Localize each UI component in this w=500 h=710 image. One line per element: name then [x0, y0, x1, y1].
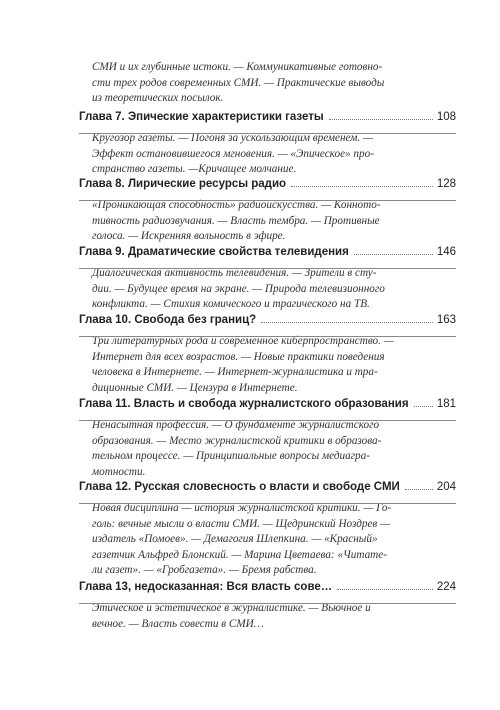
description-line: дии. — Будущее время на экране. — Природа телевизионного: [92, 282, 385, 295]
dot-leader: [329, 119, 433, 120]
chapter-title: Глава 13, недосказанная: Вся власть сове…: [79, 581, 333, 593]
dot-leader: [405, 489, 433, 490]
chapter-heading[interactable]: [79, 314, 456, 334]
description-line: сти трех родов современных СМИ. — Практические выводы: [92, 76, 385, 89]
page-number: 181: [436, 398, 456, 410]
chapter-description: [92, 334, 442, 396]
toc-entry-chapter-9[interactable]: [79, 246, 456, 313]
description-line: мотности.: [92, 465, 146, 478]
dot-leader: [414, 406, 433, 407]
chapter-heading[interactable]: [79, 581, 456, 601]
description-line: человека в Интернете. — Интернет-журналистика и тра-: [92, 366, 378, 378]
page-number: 146: [436, 246, 456, 258]
description-line: странство газеты. —Кричащее молчание.: [92, 163, 297, 175]
dot-leader: [354, 254, 433, 255]
description-line: тивность радиозвучания. — Власть тембра. — Противные: [92, 214, 380, 227]
heading-rule: [79, 503, 456, 504]
description-line: Интернет для всех возрастов. — Новые практики поведения: [92, 350, 385, 363]
chapter-title: Глава 9. Драматические свойства телевидения: [79, 246, 349, 258]
description-line: диционные СМИ. — Цензура в Интернете.: [92, 381, 298, 394]
description-line: из теоретических посылок.: [92, 92, 224, 104]
description-line: голоса. — Искренняя вольность в эфире.: [92, 230, 286, 242]
description-line: тельном процессе. — Принципиальные вопросы медиагра-: [92, 450, 370, 462]
description-line: «Проникающая способность» радиоискусства. — Конното-: [92, 199, 381, 211]
description-line: Этическое и эстетическое в журналистике. — Вьючное и: [92, 602, 371, 614]
chapter-heading[interactable]: [79, 178, 456, 198]
chapter-description: [92, 266, 442, 313]
chapter-title: Глава 11. Власть и свобода журналистского образования: [79, 398, 409, 410]
description-line: Ненасытная профессия. — О фундаменте журналистского: [92, 419, 380, 431]
heading-rule: [79, 268, 456, 269]
description-line: Три литературных рода и современное киберпространство. —: [92, 335, 394, 347]
description-line: Новая дисциплина — история журналистской критики. — Го-: [92, 502, 392, 514]
description-line: Диалогическая активность телевидения. — Зрители в сту-: [92, 267, 377, 279]
description-line: вечное. — Власть совести в СМИ…: [92, 617, 264, 630]
chapter-heading[interactable]: [79, 246, 456, 266]
toc-entry-chapter-11[interactable]: [79, 398, 456, 480]
toc-entry-chapter-13[interactable]: [79, 581, 456, 632]
dot-leader: [261, 322, 433, 323]
toc-entry-chapter-8[interactable]: [79, 178, 456, 245]
chapter-description: [92, 501, 442, 579]
chapter-description: [92, 418, 442, 480]
heading-rule: [79, 603, 456, 604]
description-line: СМИ и их глубинные истоки. — Коммуникативные готовно-: [92, 61, 383, 73]
page-number: 128: [436, 178, 456, 190]
toc-entry-chapter-7[interactable]: [79, 111, 456, 178]
chapter-title: Глава 12. Русская словесность о власти и свободе СМИ: [79, 481, 400, 493]
description-line: конфликта. — Стихия комического и трагического на ТВ.: [92, 298, 370, 310]
chapter-title: Глава 8. Лирические ресурсы радио: [79, 178, 287, 190]
dot-leader: [291, 186, 433, 187]
toc-entry-chapter-10[interactable]: [79, 314, 456, 396]
chapter-title: Глава 7. Эпические характеристики газеты: [79, 111, 324, 123]
page-number: 108: [436, 111, 456, 123]
heading-rule: [79, 420, 456, 421]
heading-rule: [79, 200, 456, 201]
description-line: голь: вечные мысли о власти СМИ. — Щедринский Ноздрев —: [92, 517, 391, 530]
chapter-description: [92, 601, 442, 632]
description-line: газетчик Альфред Блонский. — Марина Цветаева: «Читате-: [92, 548, 387, 561]
page-number: 163: [436, 314, 456, 326]
toc-entry-chapter-12[interactable]: [79, 481, 456, 579]
chapter-title: Глава 10. Свобода без границ?: [79, 314, 257, 326]
chapter-heading[interactable]: [79, 481, 456, 501]
heading-rule: [79, 133, 456, 134]
dot-leader: [337, 589, 433, 590]
description-line: издатель «Помоев». — Демагогия Шлепкина. — «Красный»: [92, 533, 378, 545]
chapter-description: [92, 198, 442, 245]
description-line: Кругозор газеты. — Погоня за ускользающим временем. —: [92, 132, 373, 144]
chapter-heading[interactable]: [79, 398, 456, 418]
description-line: ли газет». — «Гробгазета». — Бремя рабства.: [92, 564, 317, 576]
description-line: образования. — Место журналистской критики в образова-: [92, 434, 382, 447]
chapter-heading[interactable]: [79, 111, 456, 131]
chapter-description: [92, 131, 442, 178]
page-number: 224: [436, 581, 456, 593]
chapter-6-description-continued: [92, 60, 442, 107]
page-number: 204: [436, 481, 456, 493]
description-line: Эффект остановившегося мгновения. — «Эпическое» про-: [92, 147, 374, 160]
heading-rule: [79, 336, 456, 337]
